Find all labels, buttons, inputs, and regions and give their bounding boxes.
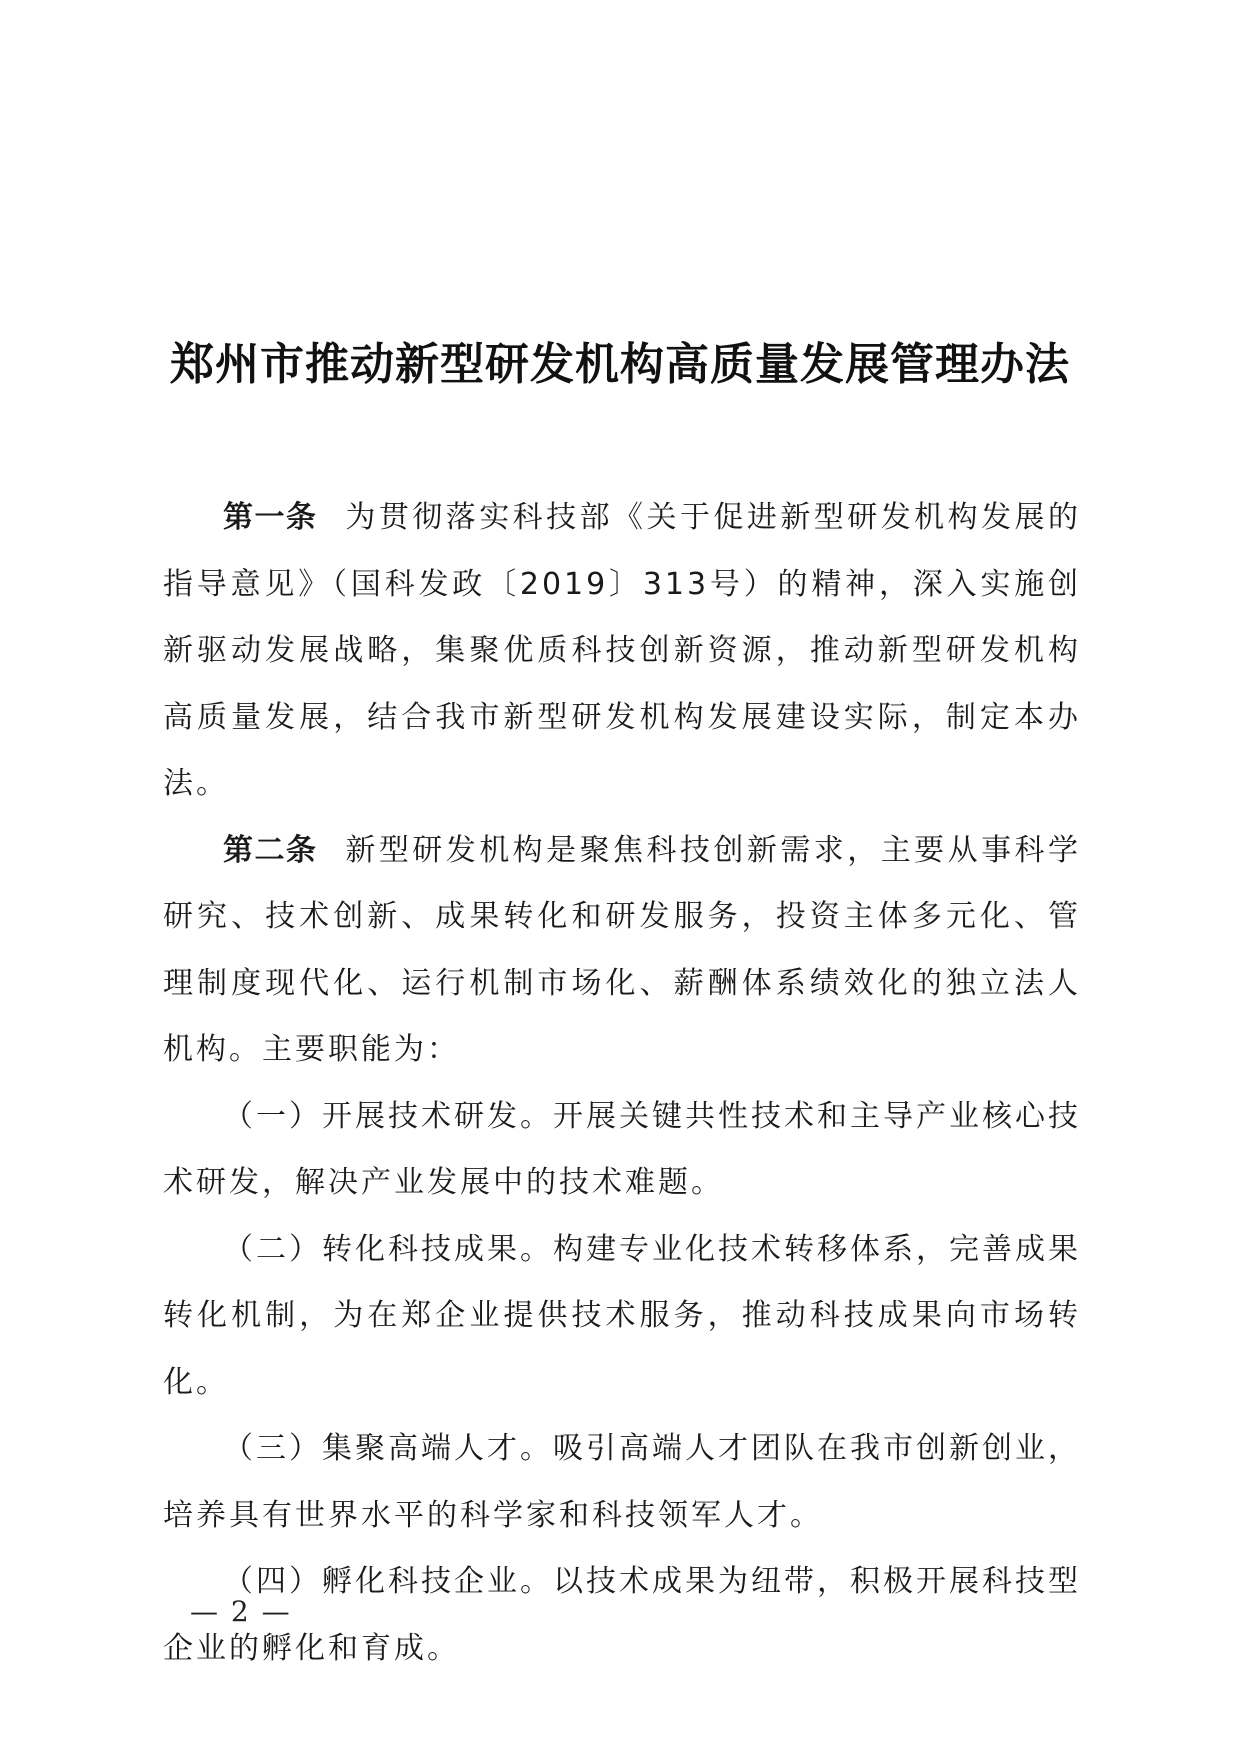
function-item-2-text: （二）转化科技成果。构建专业化技术转移体系，完善成果转化机制，为在郑企业提供技术服务，推动科技成果向市场转化。: [163, 1231, 1081, 1400]
document-title: 郑州市推动新型研发机构高质量发展管理办法: [170, 339, 1070, 390]
document-body: [163, 485, 1081, 1682]
function-item-4-text: （四）孵化科技企业。以技术成果为纽带，积极开展科技型企业的孵化和育成。: [163, 1564, 1081, 1666]
article-2-label: 第二条: [223, 832, 318, 868]
function-item-4: [163, 1549, 1081, 1682]
function-item-2: [163, 1217, 1081, 1417]
article-1-paragraph: [163, 485, 1081, 818]
function-item-3: [163, 1416, 1081, 1549]
function-item-1: [163, 1084, 1081, 1217]
article-1-label: 第一条: [223, 500, 318, 535]
article-2-paragraph: [163, 818, 1081, 1084]
page-number: — 2 —: [190, 1595, 292, 1628]
article-1-text: 为贯彻落实科技部《关于促进新型研发机构发展的指导意见》（国科发政〔2019〕313号）的精神，深入实施创新驱动发展战略，集聚优质科技创新资源，推动新型研发机构高质量发展，结合我市新型研发机构发展建设实际，制定本办法。: [163, 500, 1081, 801]
function-item-1-text: （一）开展技术研发。开展关键共性技术和主导产业核心技术研发，解决产业发展中的技术难题。: [163, 1098, 1081, 1200]
function-item-3-text: （三）集聚高端人才。吸引高端人才团队在我市创新创业，培养具有世界水平的科学家和科技领军人才。: [163, 1431, 1081, 1533]
article-2-text: 新型研发机构是聚焦科技创新需求，主要从事科学研究、技术创新、成果转化和研发服务，投资主体多元化、管理制度现代化、运行机制市场化、薪酬体系绩效化的独立法人机构。主要职能为：: [163, 832, 1081, 1067]
